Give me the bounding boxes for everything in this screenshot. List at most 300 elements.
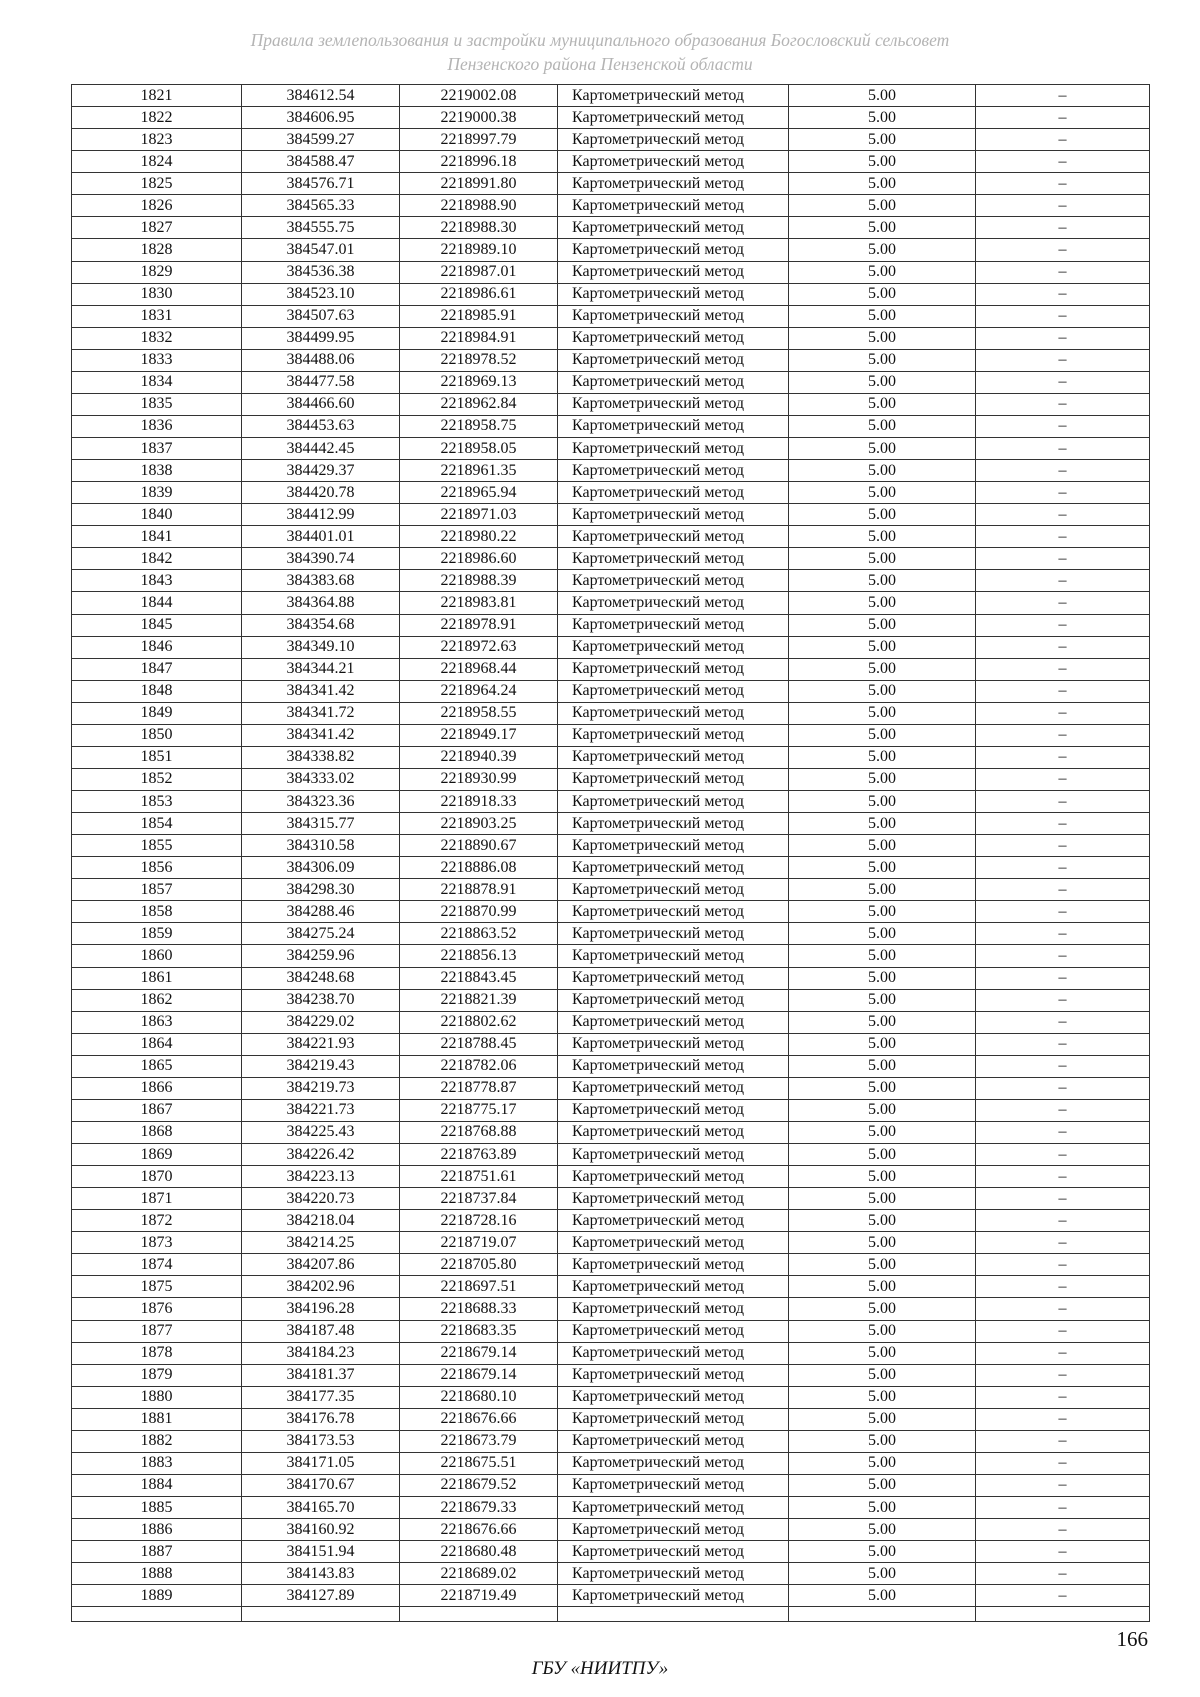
point-number-cell: 1875 <box>72 1276 242 1298</box>
method-cell: Картометрический метод <box>558 239 789 261</box>
table-row <box>72 482 1150 504</box>
point-number-cell: 1884 <box>72 1474 242 1496</box>
method-cell: Картометрический метод <box>558 1497 789 1519</box>
note-cell: – <box>976 1298 1150 1320</box>
accuracy-cell: 5.00 <box>789 1430 976 1452</box>
point-number-cell: 1830 <box>72 283 242 305</box>
point-number-cell: 1834 <box>72 371 242 393</box>
note-cell: – <box>976 945 1150 967</box>
method-cell: Картометрический метод <box>558 923 789 945</box>
point-number-cell: 1870 <box>72 1166 242 1188</box>
x-coordinate-cell: 384466.60 <box>242 393 400 415</box>
point-number-cell: 1823 <box>72 129 242 151</box>
point-number-cell: 1859 <box>72 923 242 945</box>
accuracy-cell: 5.00 <box>789 658 976 680</box>
point-number-cell: 1872 <box>72 1210 242 1232</box>
y-coordinate-cell: 2218719.49 <box>400 1585 558 1607</box>
accuracy-cell: 5.00 <box>789 989 976 1011</box>
method-cell: Картометрический метод <box>558 1342 789 1364</box>
y-coordinate-cell: 2218986.60 <box>400 548 558 570</box>
method-cell: Картометрический метод <box>558 393 789 415</box>
x-coordinate-cell: 384453.63 <box>242 415 400 437</box>
accuracy-cell: 5.00 <box>789 1166 976 1188</box>
header-line-1: Правила землепользования и застройки муниципального образования Богословский сельсовет <box>250 30 950 50</box>
table-row <box>72 261 1150 283</box>
accuracy-cell: 5.00 <box>789 702 976 724</box>
method-cell: Картометрический метод <box>558 680 789 702</box>
y-coordinate-cell: 2218688.33 <box>400 1298 558 1320</box>
x-coordinate-cell: 384576.71 <box>242 173 400 195</box>
note-cell: – <box>976 901 1150 923</box>
table-row <box>72 1497 1150 1519</box>
method-cell: Картометрический метод <box>558 548 789 570</box>
table-row <box>72 724 1150 746</box>
point-number-cell: 1885 <box>72 1497 242 1519</box>
table-row <box>72 1298 1150 1320</box>
note-cell: – <box>976 1474 1150 1496</box>
note-cell: – <box>976 791 1150 813</box>
table-row <box>72 945 1150 967</box>
y-coordinate-cell: 2218737.84 <box>400 1188 558 1210</box>
table-row <box>72 746 1150 768</box>
point-number-cell: 1880 <box>72 1386 242 1408</box>
accuracy-cell: 5.00 <box>789 1474 976 1496</box>
note-cell: – <box>976 129 1150 151</box>
x-coordinate-cell: 384412.99 <box>242 504 400 526</box>
table-row <box>72 239 1150 261</box>
method-cell: Картометрический метод <box>558 504 789 526</box>
y-coordinate-cell: 2218719.07 <box>400 1232 558 1254</box>
y-coordinate-cell: 2218984.91 <box>400 327 558 349</box>
x-coordinate-cell: 384354.68 <box>242 614 400 636</box>
method-cell: Картометрический метод <box>558 1121 789 1143</box>
x-coordinate-cell: 384599.27 <box>242 129 400 151</box>
accuracy-cell: 5.00 <box>789 239 976 261</box>
point-number-cell: 1831 <box>72 305 242 327</box>
table-row <box>72 173 1150 195</box>
point-number-cell: 1858 <box>72 901 242 923</box>
accuracy-cell: 5.00 <box>789 1342 976 1364</box>
point-number-cell: 1826 <box>72 195 242 217</box>
point-number-cell: 1876 <box>72 1298 242 1320</box>
accuracy-cell: 5.00 <box>789 1188 976 1210</box>
table-row <box>72 1276 1150 1298</box>
method-cell: Картометрический метод <box>558 261 789 283</box>
point-number-cell: 1832 <box>72 327 242 349</box>
y-coordinate-cell: 2218949.17 <box>400 724 558 746</box>
point-number-cell: 1879 <box>72 1364 242 1386</box>
x-coordinate-cell: 384442.45 <box>242 438 400 460</box>
point-number-cell: 1854 <box>72 813 242 835</box>
table-row <box>72 1320 1150 1342</box>
x-coordinate-cell: 384341.42 <box>242 680 400 702</box>
point-number-cell: 1848 <box>72 680 242 702</box>
method-cell: Картометрический метод <box>558 945 789 967</box>
table-row <box>72 923 1150 945</box>
x-coordinate-cell: 384477.58 <box>242 371 400 393</box>
y-coordinate-cell: 2218958.55 <box>400 702 558 724</box>
method-cell: Картометрический метод <box>558 1452 789 1474</box>
method-cell: Картометрический метод <box>558 1563 789 1585</box>
method-cell: Картометрический метод <box>558 636 789 658</box>
x-coordinate-cell: 384606.95 <box>242 107 400 129</box>
coordinates-table-body <box>72 85 1150 1622</box>
x-coordinate-cell: 384341.72 <box>242 702 400 724</box>
table-row <box>72 1099 1150 1121</box>
accuracy-cell: 5.00 <box>789 151 976 173</box>
accuracy-cell: 5.00 <box>789 393 976 415</box>
accuracy-cell: 5.00 <box>789 129 976 151</box>
point-number-cell: 1865 <box>72 1055 242 1077</box>
note-cell: – <box>976 1364 1150 1386</box>
y-coordinate-cell: 2218675.51 <box>400 1452 558 1474</box>
point-number-cell: 1829 <box>72 261 242 283</box>
table-row <box>72 1077 1150 1099</box>
accuracy-cell: 5.00 <box>789 195 976 217</box>
point-number-cell: 1862 <box>72 989 242 1011</box>
note-cell: – <box>976 349 1150 371</box>
table-row <box>72 1055 1150 1077</box>
point-number-cell: 1852 <box>72 768 242 790</box>
accuracy-cell: 5.00 <box>789 548 976 570</box>
accuracy-cell: 5.00 <box>789 107 976 129</box>
accuracy-cell: 5.00 <box>789 1497 976 1519</box>
y-coordinate-cell: 2218821.39 <box>400 989 558 1011</box>
accuracy-cell: 5.00 <box>789 173 976 195</box>
table-row <box>72 129 1150 151</box>
note-cell: – <box>976 195 1150 217</box>
table-row <box>72 835 1150 857</box>
y-coordinate-cell: 2218958.05 <box>400 438 558 460</box>
y-coordinate-cell: 2218989.10 <box>400 239 558 261</box>
table-row <box>72 702 1150 724</box>
point-number-cell: 1866 <box>72 1077 242 1099</box>
method-cell: Картометрический метод <box>558 768 789 790</box>
point-number-cell: 1840 <box>72 504 242 526</box>
y-coordinate-cell: 2218962.84 <box>400 393 558 415</box>
empty-cell <box>72 1607 242 1622</box>
x-coordinate-cell: 384401.01 <box>242 526 400 548</box>
point-number-cell: 1833 <box>72 349 242 371</box>
x-coordinate-cell: 384310.58 <box>242 835 400 857</box>
table-row <box>72 1254 1150 1276</box>
point-number-cell: 1888 <box>72 1563 242 1585</box>
x-coordinate-cell: 384341.42 <box>242 724 400 746</box>
point-number-cell: 1857 <box>72 879 242 901</box>
method-cell: Картометрический метод <box>558 1188 789 1210</box>
method-cell: Картометрический метод <box>558 724 789 746</box>
point-number-cell: 1828 <box>72 239 242 261</box>
point-number-cell: 1886 <box>72 1519 242 1541</box>
accuracy-cell: 5.00 <box>789 1077 976 1099</box>
note-cell: – <box>976 1099 1150 1121</box>
x-coordinate-cell: 384184.23 <box>242 1342 400 1364</box>
method-cell: Картометрический метод <box>558 614 789 636</box>
point-number-cell: 1824 <box>72 151 242 173</box>
y-coordinate-cell: 2218673.79 <box>400 1430 558 1452</box>
note-cell: – <box>976 371 1150 393</box>
note-cell: – <box>976 548 1150 570</box>
accuracy-cell: 5.00 <box>789 1144 976 1166</box>
accuracy-cell: 5.00 <box>789 857 976 879</box>
x-coordinate-cell: 384588.47 <box>242 151 400 173</box>
x-coordinate-cell: 384196.28 <box>242 1298 400 1320</box>
method-cell: Картометрический метод <box>558 879 789 901</box>
method-cell: Картометрический метод <box>558 989 789 1011</box>
x-coordinate-cell: 384223.13 <box>242 1166 400 1188</box>
x-coordinate-cell: 384181.37 <box>242 1364 400 1386</box>
point-number-cell: 1856 <box>72 857 242 879</box>
x-coordinate-cell: 384315.77 <box>242 813 400 835</box>
y-coordinate-cell: 2219000.38 <box>400 107 558 129</box>
x-coordinate-cell: 384143.83 <box>242 1563 400 1585</box>
point-number-cell: 1853 <box>72 791 242 813</box>
x-coordinate-cell: 384383.68 <box>242 570 400 592</box>
method-cell: Картометрический метод <box>558 151 789 173</box>
accuracy-cell: 5.00 <box>789 1121 976 1143</box>
x-coordinate-cell: 384333.02 <box>242 768 400 790</box>
table-row <box>72 967 1150 989</box>
table-row <box>72 1408 1150 1430</box>
note-cell: – <box>976 1254 1150 1276</box>
x-coordinate-cell: 384177.35 <box>242 1386 400 1408</box>
accuracy-cell: 5.00 <box>789 415 976 437</box>
table-row <box>72 327 1150 349</box>
point-number-cell: 1883 <box>72 1452 242 1474</box>
accuracy-cell: 5.00 <box>789 482 976 504</box>
note-cell: – <box>976 1166 1150 1188</box>
table-row <box>72 989 1150 1011</box>
table-row <box>72 1144 1150 1166</box>
point-number-cell: 1871 <box>72 1188 242 1210</box>
point-number-cell: 1864 <box>72 1033 242 1055</box>
accuracy-cell: 5.00 <box>789 746 976 768</box>
x-coordinate-cell: 384390.74 <box>242 548 400 570</box>
table-row <box>72 415 1150 437</box>
y-coordinate-cell: 2218978.52 <box>400 349 558 371</box>
empty-cell <box>789 1607 976 1622</box>
table-row <box>72 107 1150 129</box>
note-cell: – <box>976 393 1150 415</box>
x-coordinate-cell: 384248.68 <box>242 967 400 989</box>
accuracy-cell: 5.00 <box>789 438 976 460</box>
method-cell: Картометрический метод <box>558 305 789 327</box>
note-cell: – <box>976 1497 1150 1519</box>
note-cell: – <box>976 261 1150 283</box>
table-row <box>72 305 1150 327</box>
accuracy-cell: 5.00 <box>789 1011 976 1033</box>
point-number-cell: 1844 <box>72 592 242 614</box>
method-cell: Картометрический метод <box>558 1210 789 1232</box>
note-cell: – <box>976 1210 1150 1232</box>
accuracy-cell: 5.00 <box>789 526 976 548</box>
y-coordinate-cell: 2218985.91 <box>400 305 558 327</box>
x-coordinate-cell: 384170.67 <box>242 1474 400 1496</box>
x-coordinate-cell: 384275.24 <box>242 923 400 945</box>
x-coordinate-cell: 384220.73 <box>242 1188 400 1210</box>
y-coordinate-cell: 2218705.80 <box>400 1254 558 1276</box>
note-cell: – <box>976 305 1150 327</box>
note-cell: – <box>976 504 1150 526</box>
x-coordinate-cell: 384226.42 <box>242 1144 400 1166</box>
accuracy-cell: 5.00 <box>789 1099 976 1121</box>
note-cell: – <box>976 1011 1150 1033</box>
point-number-cell: 1882 <box>72 1430 242 1452</box>
accuracy-cell: 5.00 <box>789 614 976 636</box>
table-row <box>72 548 1150 570</box>
x-coordinate-cell: 384202.96 <box>242 1276 400 1298</box>
point-number-cell: 1868 <box>72 1121 242 1143</box>
note-cell: – <box>976 1188 1150 1210</box>
y-coordinate-cell: 2218961.35 <box>400 460 558 482</box>
coordinates-table-container <box>71 84 1149 1612</box>
point-number-cell: 1889 <box>72 1585 242 1607</box>
point-number-cell: 1855 <box>72 835 242 857</box>
note-cell: – <box>976 857 1150 879</box>
point-number-cell: 1845 <box>72 614 242 636</box>
method-cell: Картометрический метод <box>558 1077 789 1099</box>
y-coordinate-cell: 2218940.39 <box>400 746 558 768</box>
accuracy-cell: 5.00 <box>789 636 976 658</box>
accuracy-cell: 5.00 <box>789 592 976 614</box>
y-coordinate-cell: 2218680.48 <box>400 1541 558 1563</box>
x-coordinate-cell: 384523.10 <box>242 283 400 305</box>
x-coordinate-cell: 384221.93 <box>242 1033 400 1055</box>
y-coordinate-cell: 2218969.13 <box>400 371 558 393</box>
coordinates-table <box>71 84 1150 1622</box>
note-cell: – <box>976 327 1150 349</box>
accuracy-cell: 5.00 <box>789 570 976 592</box>
x-coordinate-cell: 384555.75 <box>242 217 400 239</box>
y-coordinate-cell: 2218983.81 <box>400 592 558 614</box>
table-row <box>72 570 1150 592</box>
table-row <box>72 1210 1150 1232</box>
table-row <box>72 504 1150 526</box>
accuracy-cell: 5.00 <box>789 1033 976 1055</box>
empty-cell <box>400 1607 558 1622</box>
x-coordinate-cell: 384165.70 <box>242 1497 400 1519</box>
method-cell: Картометрический метод <box>558 1364 789 1386</box>
table-row <box>72 1364 1150 1386</box>
note-cell: – <box>976 1077 1150 1099</box>
y-coordinate-cell: 2218863.52 <box>400 923 558 945</box>
x-coordinate-cell: 384187.48 <box>242 1320 400 1342</box>
table-row <box>72 857 1150 879</box>
y-coordinate-cell: 2218782.06 <box>400 1055 558 1077</box>
table-row <box>72 592 1150 614</box>
method-cell: Картометрический метод <box>558 570 789 592</box>
y-coordinate-cell: 2218679.33 <box>400 1497 558 1519</box>
table-row <box>72 393 1150 415</box>
y-coordinate-cell: 2218697.51 <box>400 1276 558 1298</box>
method-cell: Картометрический метод <box>558 438 789 460</box>
x-coordinate-cell: 384349.10 <box>242 636 400 658</box>
y-coordinate-cell: 2218972.63 <box>400 636 558 658</box>
x-coordinate-cell: 384160.92 <box>242 1519 400 1541</box>
method-cell: Картометрический метод <box>558 1408 789 1430</box>
x-coordinate-cell: 384344.21 <box>242 658 400 680</box>
y-coordinate-cell: 2218870.99 <box>400 901 558 923</box>
accuracy-cell: 5.00 <box>789 460 976 482</box>
note-cell: – <box>976 85 1150 107</box>
method-cell: Картометрический метод <box>558 1011 789 1033</box>
method-cell: Картометрический метод <box>558 835 789 857</box>
y-coordinate-cell: 2218965.94 <box>400 482 558 504</box>
accuracy-cell: 5.00 <box>789 217 976 239</box>
note-cell: – <box>976 415 1150 437</box>
y-coordinate-cell: 2218689.02 <box>400 1563 558 1585</box>
method-cell: Картометрический метод <box>558 129 789 151</box>
method-cell: Картометрический метод <box>558 371 789 393</box>
point-number-cell: 1839 <box>72 482 242 504</box>
method-cell: Картометрический метод <box>558 526 789 548</box>
method-cell: Картометрический метод <box>558 1541 789 1563</box>
point-number-cell: 1842 <box>72 548 242 570</box>
y-coordinate-cell: 2218986.61 <box>400 283 558 305</box>
table-row <box>72 813 1150 835</box>
method-cell: Картометрический метод <box>558 482 789 504</box>
y-coordinate-cell: 2218768.88 <box>400 1121 558 1143</box>
table-row <box>72 791 1150 813</box>
accuracy-cell: 5.00 <box>789 261 976 283</box>
y-coordinate-cell: 2218679.14 <box>400 1342 558 1364</box>
note-cell: – <box>976 746 1150 768</box>
table-row <box>72 1474 1150 1496</box>
table-row <box>72 1342 1150 1364</box>
accuracy-cell: 5.00 <box>789 1386 976 1408</box>
table-row <box>72 768 1150 790</box>
note-cell: – <box>976 614 1150 636</box>
y-coordinate-cell: 2218751.61 <box>400 1166 558 1188</box>
y-coordinate-cell: 2218971.03 <box>400 504 558 526</box>
x-coordinate-cell: 384221.73 <box>242 1099 400 1121</box>
y-coordinate-cell: 2218997.79 <box>400 129 558 151</box>
point-number-cell: 1873 <box>72 1232 242 1254</box>
y-coordinate-cell: 2218843.45 <box>400 967 558 989</box>
note-cell: – <box>976 1033 1150 1055</box>
point-number-cell: 1881 <box>72 1408 242 1430</box>
point-number-cell: 1887 <box>72 1541 242 1563</box>
note-cell: – <box>976 989 1150 1011</box>
table-row <box>72 1033 1150 1055</box>
y-coordinate-cell: 2218878.91 <box>400 879 558 901</box>
note-cell: – <box>976 1055 1150 1077</box>
accuracy-cell: 5.00 <box>789 1276 976 1298</box>
note-cell: – <box>976 1585 1150 1607</box>
table-row <box>72 1188 1150 1210</box>
note-cell: – <box>976 1144 1150 1166</box>
table-row <box>72 151 1150 173</box>
note-cell: – <box>976 1452 1150 1474</box>
y-coordinate-cell: 2218903.25 <box>400 813 558 835</box>
x-coordinate-cell: 384207.86 <box>242 1254 400 1276</box>
accuracy-cell: 5.00 <box>789 791 976 813</box>
note-cell: – <box>976 1563 1150 1585</box>
accuracy-cell: 5.00 <box>789 1452 976 1474</box>
table-row <box>72 1232 1150 1254</box>
point-number-cell: 1841 <box>72 526 242 548</box>
empty-cell <box>976 1607 1150 1622</box>
method-cell: Картометрический метод <box>558 1055 789 1077</box>
table-row <box>72 349 1150 371</box>
table-row <box>72 680 1150 702</box>
accuracy-cell: 5.00 <box>789 1408 976 1430</box>
y-coordinate-cell: 2218680.10 <box>400 1386 558 1408</box>
method-cell: Картометрический метод <box>558 813 789 835</box>
note-cell: – <box>976 1342 1150 1364</box>
x-coordinate-cell: 384338.82 <box>242 746 400 768</box>
document-footer: ГБУ «НИИТПУ» <box>531 1658 669 1679</box>
